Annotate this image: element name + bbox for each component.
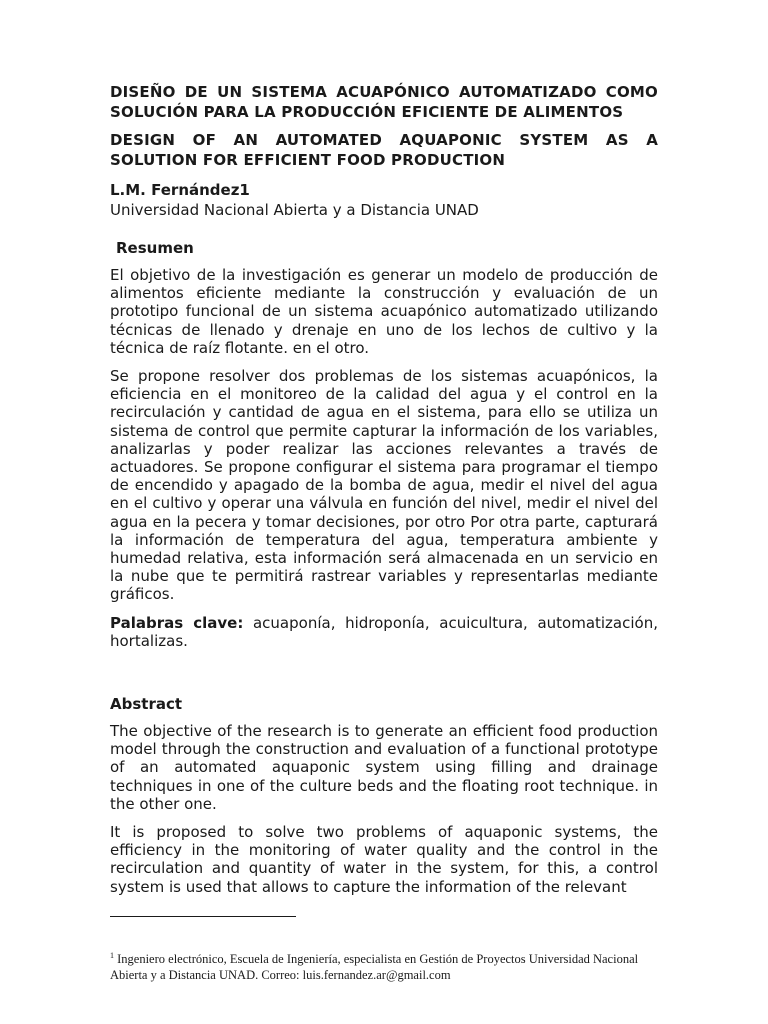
keywords-label: Palabras clave: (110, 613, 244, 632)
abstract-paragraph-2: It is proposed to solve two problems of aquaponic systems, the efficiency in the monitoring of water quality and the control in the recirculation and quantity of water in the system, for this, a control system is used that allows to capture the information of the relevant (110, 823, 658, 896)
keywords-line (110, 614, 658, 650)
english-title: DESIGN OF AN AUTOMATED AQUAPONIC SYSTEM AS A SOLUTION FOR EFFICIENT FOOD PRODUCTION (110, 131, 658, 169)
abstract-heading: Abstract (110, 695, 183, 714)
abstract-paragraph-1: The objective of the research is to generate an efficient food production model through the construction and evaluation of a functional prototype of an automated aquaponic system using filling and drainage techniques in one of the culture beds and the floating root technique. in the other one. (110, 722, 658, 813)
section-spacer (110, 650, 658, 694)
footnote-text: Ingeniero electrónico, Escuela de Ingeniería, especialista en Gestión de Proyectos Universidad Nacional Abierta y a Distancia UNAD. Correo: luis.fernandez.ar@gmail.com (110, 952, 639, 983)
paper-page (110, 82, 658, 896)
footnote-divider (110, 916, 296, 917)
resumen-paragraph-2: Se propone resolver dos problemas de los sistemas acuapónicos, la eficiencia en el monitoreo de la calidad del agua y el control en la recirculación y cantidad de agua en el sistema, para ello se utiliza un sistema de control que permite capturar la información de los variables, analizarlas y poder realizar las acciones relevantes a través de actuadores. Se propone configurar el sistema para programar el tiempo de encendido y apagado de la bomba de agua, medir el nivel del agua en el cultivo y operar una válvula en función del nivel, medir el nivel del agua en la pecera y tomar decisiones, por otro Por otra parte, capturará la información de temperatura del agua, temperatura ambiente y humedad relativa, esta información será almacenada en un servicio en la nube que te permitirá rastrear variables y representarlas mediante gráficos. (110, 367, 658, 604)
footnote-mark: 1 (110, 951, 114, 960)
footnote (110, 948, 658, 983)
author-name: L.M. Fernández1 (110, 181, 250, 199)
resumen-paragraph-1: El objetivo de la investigación es generar un modelo de producción de alimentos eficiente mediante la construcción y evaluación de un prototipo funcional de un sistema acuapónico automatizado utilizando técnicas de llenado y drenaje en uno de los lechos de cultivo y la técnica de raíz flotante. en el otro. (110, 266, 658, 357)
resumen-heading: Resumen (116, 239, 194, 257)
author-block (110, 180, 658, 220)
author-affiliation: Universidad Nacional Abierta y a Distancia UNAD (110, 201, 479, 219)
keywords-text: acuaponía, hidroponía, acuicultura, automatización, hortalizas. (110, 613, 658, 650)
spanish-title: DISEÑO DE UN SISTEMA ACUAPÓNICO AUTOMATIZADO COMO SOLUCIÓN PARA LA PRODUCCIÓN EFICIENTE DE ALIMENTOS (110, 83, 658, 121)
